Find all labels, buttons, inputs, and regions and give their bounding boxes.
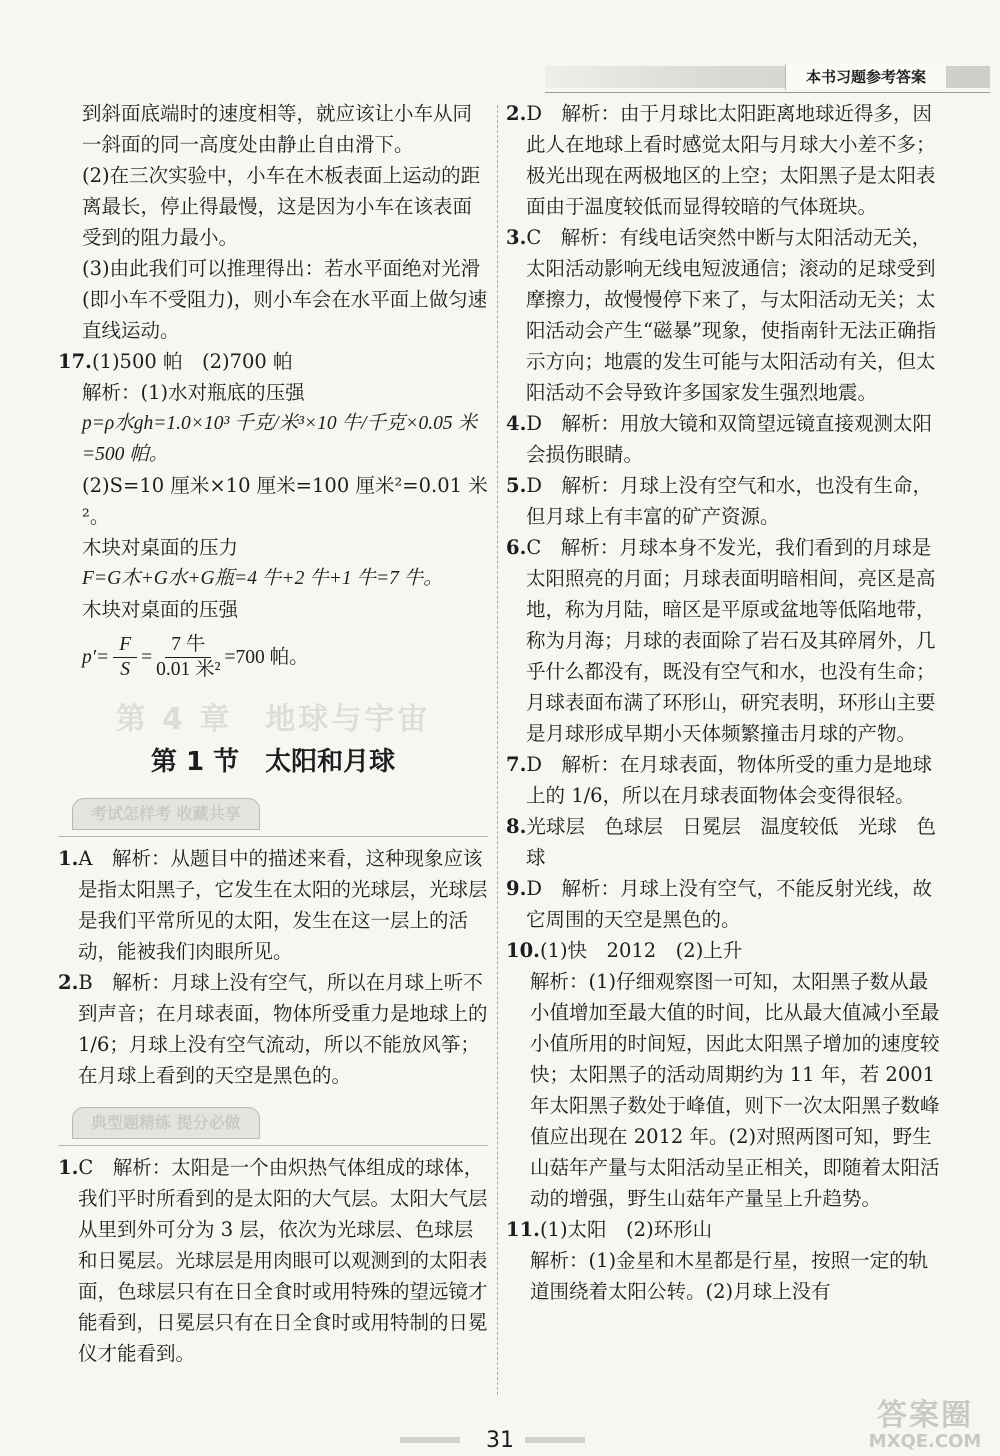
frac-eq: = [141,647,153,668]
q11-answer: 11.(1)太阳 (2)环形山 [506,1218,713,1241]
right-column [506,98,946,1307]
practice-item-5: 5.D 解析：月球上没有空气和水，也没有生命，但月球上有丰富的矿产资源。 [506,474,932,528]
frac-1 [113,633,137,682]
q17-line-4: 木块对桌面的压力 [82,536,239,559]
q17-line-6: 木块对桌面的压强 [82,598,239,621]
q10-answer: 10.(1)快 2012 (2)上升 [506,939,743,962]
frac-2-num: 7 牛 [165,633,211,658]
section-title: 第 1 节 太阳和月球 [150,747,396,777]
q11-analysis: 解析：(1)金星和木星都是行星，按照一定的轨道围绕着太阳公转。(2)月球上没有 [530,1249,929,1303]
chapter-title: 第 4 章 地球与宇宙 [115,702,431,737]
frac-rhs: =700 帕。 [224,647,309,668]
frac-2 [156,633,220,682]
q17-line-3: (2)S=10 厘米×10 厘米=100 厘米²=0.01 米²。 [82,474,488,528]
practice-item-2: 2.D 解析：由于月球比太阳距离地球近得多，因此人在地球上看时感觉太阳与月球大小差不多；极光出现在两极地区的上空；太阳黑子是太阳表面由于温度较低而显得较暗的气体斑块。 [506,102,936,218]
header-title: 本书习题参考答案 [785,64,946,90]
q16-cont-3: (3)由此我们可以推理得出：若水平面绝对光滑(即小车不受阻力)，则小车会在水平面上做匀速直线运动。 [82,257,488,342]
practice-item-6: 6.C 解析：月球本身不发光，我们看到的月球是太阳照亮的月面；月球表面明暗相间，亮区是高地，称为月陆，暗区是平原或盆地等低陷地带，称为月海；月球的表面除了岩石及其碎屑外，几乎什么都没有，既没有空气和水，也没有生命；月球表面布满了环形山，研究表明，环形山主要是月球形成早期小天体频繁撞击月球的产物。 [506,536,936,745]
q17-answer-text: (1)500 帕 (2)700 帕 [91,350,293,373]
frac-1-num: F [113,633,137,658]
frac-lhs: p′= [82,647,110,668]
practice-item-1: 1.C 解析：太阳是一个由炽热气体组成的球体，我们平时所看到的是太阳的大气层。太阳大气层从里到外可分为 3 层，依次为光球层、色球层和日冕层。光球层是用肉眼可以观测到的太阳表面，色球层只有在日全食时或用特殊的望远镜才能看到，日冕层只有在日全食时或用特制的日冕仪才能看到。 [58,1156,488,1365]
exam-item-1: 1.A 解析：从题目中的描述来看，这种现象应该是指太阳黑子，它发生在太阳的光球层，光球层是我们平常所见的太阳，发生在这一层上的活动，能被我们肉眼所见。 [58,847,488,963]
practice-item-4: 4.D 解析：用放大镜和双筒望远镜直接观测太阳会损伤眼睛。 [506,412,932,466]
practice-item-7: 7.D 解析：在月球表面，物体所受的重力是地球上的 1/6，所以在月球表面物体会变得很轻。 [506,753,932,807]
q17-line-1: 解析：(1)水对瓶底的压强 [82,381,305,404]
watermark-line1: 答案圈 [877,1398,973,1433]
banner-practice-rule [58,1145,488,1146]
practice-item-3: 3.C 解析：有线电话突然中断与太阳活动无关，太阳活动影响无线电短波通信；滚动的足球受到摩擦力，故慢慢停下来了，与太阳活动无关；太阳活动会产生“磁暴”现象，使指南针无法正确指示方向；地震的发生可能与太阳活动有关，但太阳活动不会导致许多国家发生强烈地震。 [506,226,936,404]
practice-item-8: 8.光球层 色球层 日冕层 温度较低 光球 色球 [506,815,936,869]
q17-num: 17. [58,350,92,373]
q17-line-2: p=ρ水gh=1.0×10³ 千克/米³×10 牛/千克×0.05 米=500 帕。 [82,413,478,465]
banner-exam: 考试怎样考 收藏共享 [72,798,260,830]
column-divider [497,105,498,1395]
frac-2-den: 0.01 米² [156,659,221,680]
frac-1-den: S [120,659,131,680]
exam-item-2: 2.B 解析：月球上没有空气，所以在月球上听不到声音；在月球表面，物体所受重力是地球上的 1/6；月球上没有空气流动，所以不能放风筝；在月球上看到的天空是黑色的。 [58,971,488,1087]
q17-answer [58,346,488,377]
q17-line-5: F=G木+G水+G瓶=4 牛+2 牛+1 牛=7 牛。 [82,568,443,589]
watermark-line2: MXQE.COM [868,1431,982,1452]
q16-cont-1: 到斜面底端时的速度相等，就应该让小车从同一斜面的同一高度处由静止自由滑下。 [82,102,473,156]
q10-analysis: 解析：(1)仔细观察图一可知，太阳黑子数从最小值增加至最大值的时间，比从最大值减小至最小值所用的时间短，因此太阳黑子增加的速度较快；太阳黑子的活动周期约为 11 年，若 2001 年太阳黑子数处于峰值，则下一次太阳黑子数峰值应出现在 2012 年。(2)对照两图可知，野生山菇年产量与太阳活动呈正相关，即随着太阳活动的增强，野生山菇年产量呈上升趋势。 [530,970,940,1210]
watermark-logo [860,1400,990,1450]
banner-practice: 典型题精练 提分必做 [72,1107,260,1139]
practice-item-9: 9.D 解析：月球上没有空气，不能反射光线，故它周围的天空是黑色的。 [506,877,932,931]
header-rule [545,92,990,93]
q17-fraction [58,633,488,682]
left-column [58,98,488,1369]
banner-exam-rule [58,836,488,837]
q16-cont-2: (2)在三次实验中，小车在木板表面上运动的距离最长，停止得最慢，这是因为小车在该表面受到的阻力最小。 [82,164,481,249]
page-number: 31 [486,1428,514,1453]
